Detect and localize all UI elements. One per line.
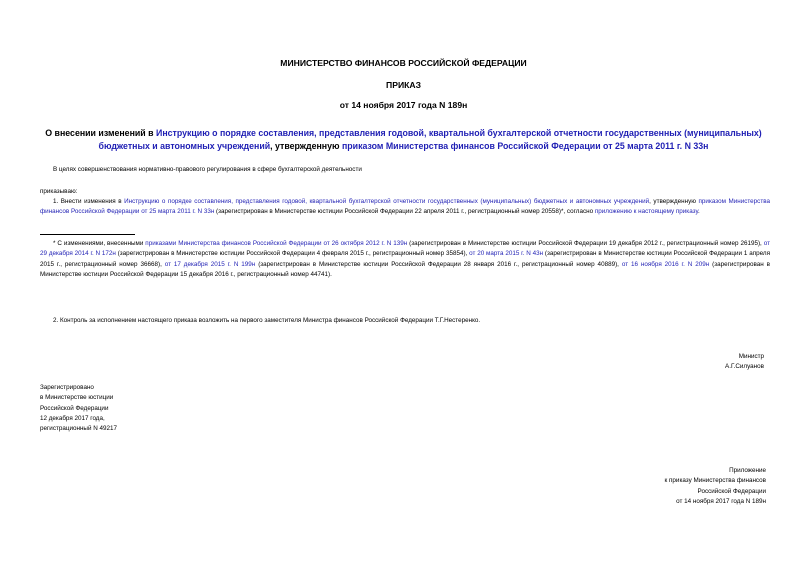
order-word: приказываю: <box>40 188 78 195</box>
appendix-line: Российской Федерации <box>697 487 766 495</box>
order-33n-link[interactable]: приказом Министерства финансов Российской Федерации от 25 марта 2011 г. N 33н <box>40 198 770 216</box>
footnote-link-43n[interactable]: от 20 марта 2015 г. N 43н <box>469 250 544 258</box>
registration-line: Российской Федерации <box>40 404 109 412</box>
footnote <box>40 239 770 280</box>
purpose-paragraph: В целях совершенствования нормативно-правового регулирования в сфере бухгалтерской деятельности <box>53 166 362 173</box>
footnote-link-172n[interactable]: от 29 декабря 2014 г. N 172н <box>40 240 770 258</box>
appendix-link[interactable]: приложению к настоящему приказу <box>594 208 698 216</box>
registration-line: Зарегистрировано <box>40 384 94 391</box>
subject-text: , утвержденную <box>270 140 342 151</box>
registration-line: 12 декабря 2017 года, <box>40 414 105 422</box>
signature-block <box>725 352 764 373</box>
registration-line: в Министерстве юстиции <box>40 394 114 402</box>
footnote-text: (зарегистрирован в Министерстве юстиции Российской Федерации 28 января 2016 г., регистрационный номер 40889), <box>255 260 622 268</box>
footnote-link-199n[interactable]: от 17 декабря 2015 г. N 199н <box>164 260 256 268</box>
footnote-link-209n[interactable]: от 16 ноября 2016 г. N 209н <box>621 260 710 268</box>
item-1-paragraph <box>40 197 770 218</box>
appendix-header <box>665 466 766 507</box>
subject-text: О внесении изменений в <box>45 128 156 138</box>
item-1-text: (зарегистрирован в Министерстве юстиции Российской Федерации 22 апреля 2011 г., регистрационный номер 20558)*, согласно <box>214 208 595 216</box>
footnote-text: (зарегистрирован в Министерстве юстиции Российской Федерации 4 февраля 2015 г., регистрационный номер 35854), <box>115 250 470 258</box>
footnote-text: (зарегистрирован в Министерстве юстиции Российской Федерации 1 апреля 2015 г., регистрационный номер 36668), <box>40 250 770 268</box>
item-1-text: . <box>697 208 700 216</box>
item-1-text: , утвержденную <box>649 198 699 205</box>
registration-block <box>40 383 240 434</box>
item-1-text: 1. Внести изменения в <box>53 198 125 205</box>
registration-line: регистрационный N 49217 <box>40 425 118 433</box>
appendix-line: к приказу Министерства финансов <box>664 477 766 485</box>
doc-date-number: от 14 ноября 2017 года N 189н <box>339 100 468 110</box>
signatory-title: Министр <box>738 353 764 360</box>
instruction-link[interactable]: Инструкцию о порядке составления, представления годовой, квартальной бухгалтерской отчетности государственных (муниципальных) бюджетных и автономных учреждений <box>124 198 650 205</box>
doc-type: ПРИКАЗ <box>386 80 421 90</box>
footnote-text: (зарегистрирован в Министерстве юстиции Российской Федерации 19 декабря 2012 г., регистрационный номер 26195), <box>407 240 764 247</box>
footnote-divider <box>40 234 135 235</box>
order-33n-link[interactable]: приказом Министерства финансов Российской Федерации от 25 марта 2011 г. N 33н <box>341 140 709 151</box>
instruction-link[interactable]: Инструкцию о порядке составления, представления годовой, квартальной бухгалтерской отчетности государственных (муниципальных) бюджетных и автономных учреждений <box>98 128 762 151</box>
item-2-paragraph: 2. Контроль за исполнением настоящего приказа возложить на первого заместителя Министра финансов Российской Федерации Т.Г.Нестеренко. <box>53 317 481 324</box>
signatory-name: А.Г.Силуанов <box>725 363 764 371</box>
ministry-title: МИНИСТЕРСТВО ФИНАНСОВ РОССИЙСКОЙ ФЕДЕРАЦИИ <box>280 58 527 68</box>
footnote-text: (зарегистрирован в Министерстве юстиции Российской Федерации 15 декабря 2016 г., регистрационный номер 44741). <box>40 260 770 278</box>
appendix-line: от 14 ноября 2017 года N 189н <box>676 497 766 505</box>
footnote-text: * С изменениями, внесенными <box>53 240 146 247</box>
doc-subject <box>40 127 767 152</box>
footnote-link-139n[interactable]: приказами Министерства финансов Российской Федерации от 26 октября 2012 г. N 139н <box>145 240 408 247</box>
appendix-line: Приложение <box>729 467 766 474</box>
